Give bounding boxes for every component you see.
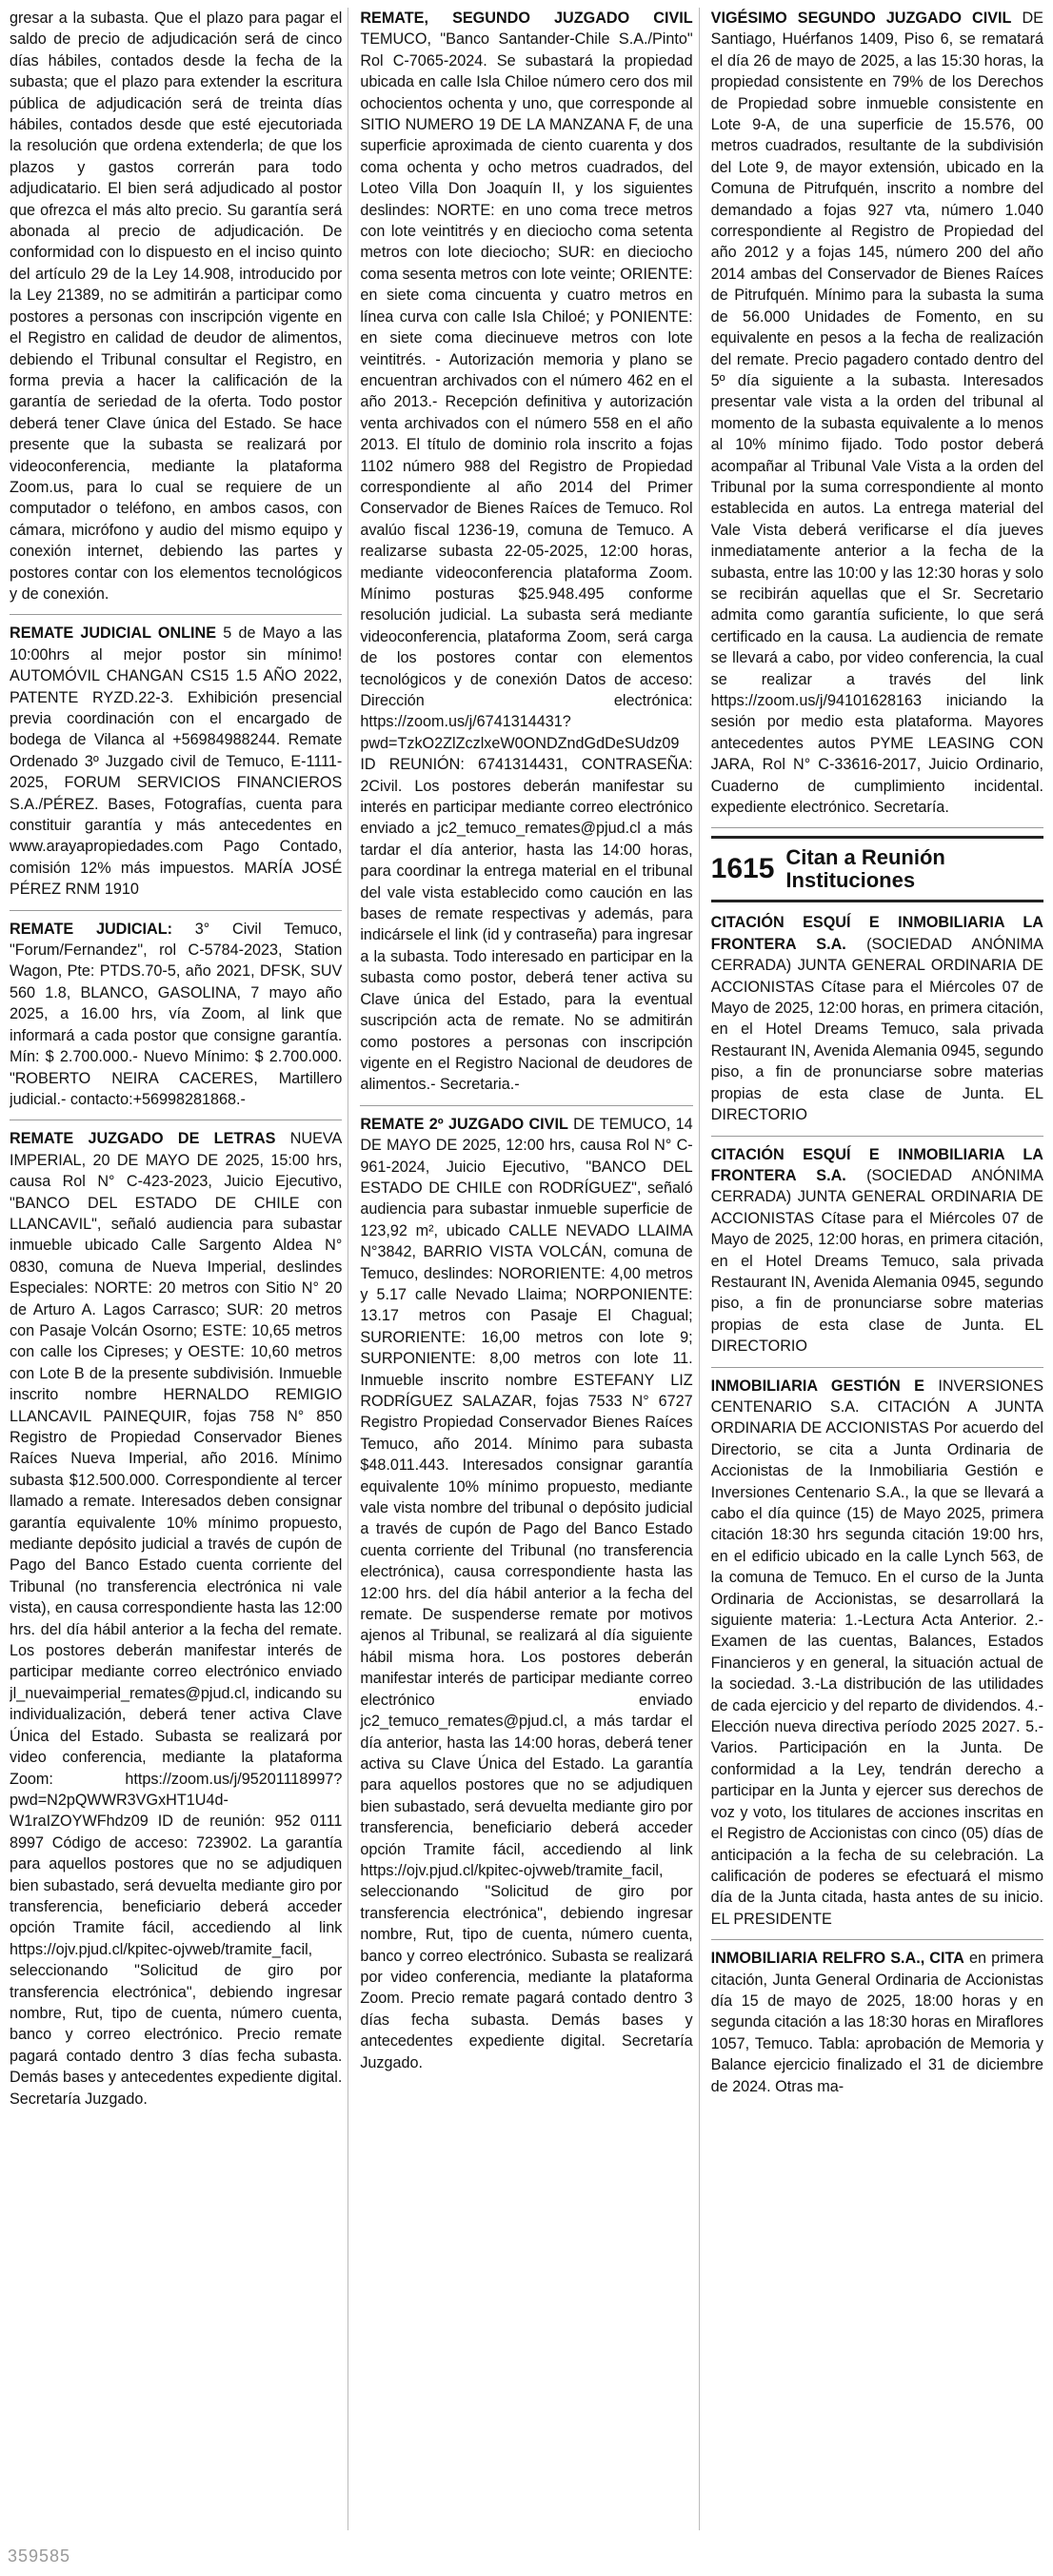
notice-heading: REMATE JUDICIAL:	[10, 920, 172, 938]
notice-body: 3° Civil Temuco, "Forum/Fernandez", rol C-5784-2023, Station Wagon, Pte: PTDS.70-5, año 2021, DFSK, SUV 560 1.8, BLANCO, GASOLINA, 7 mayo año 2025, a 16.00 hrs, vía Zoom, al link que informará a cada postor que consigne garantía. Mín: $ 2.700.000.- Nuevo Mínimo: $ 2.700.000. "ROBERTO NEIRA CACERES, Martillero judicial.- contacto:+56998281868.-	[10, 920, 343, 1108]
notice-heading: VIGÉSIMO SEGUNDO JUZGADO CIVIL	[710, 10, 1012, 27]
notice-heading: REMATE JUZGADO DE LETRAS	[10, 1130, 276, 1148]
column-2	[360, 8, 699, 2530]
notice-heading: INMOBILIARIA GESTIÓN E	[710, 1377, 924, 1395]
notice-heading: CITACIÓN ESQUÍ E INMOBILIARIA LA FRONTERA S.A.	[710, 914, 1043, 953]
notice-heading: CITACIÓN ESQUÍ E INMOBILIARIA LA FRONTERA S.A.	[710, 1145, 1043, 1184]
notice-body: INVERSIONES CENTENARIO S.A. CITACIÓN A JUNTA ORDINARIA DE ACCIONISTAS Por acuerdo del Directorio, se cita a Junta Ordinaria de Accionistas de la Inmobiliaria Gestión e Inversiones Centenario S.A., la que se llevará a cabo el día quince (15) de Mayo 2025, primera citación 18:30 hrs segunda citación 19:00 hrs, en el edificio ubicado en la calle Lynch 563, de la comuna de Temuco. En el curso de la Junta Ordinaria de Accionistas, se desarrollará la siguiente materia: 1.-Lectura Acta Anterior. 2.-Examen de las cuentas, Balances, Estados Financieros y en general, la situación actual de la sociedad. 3.-La distribución de las utilidades de cada ejercicio y del reparto de dividendos. 4.-Elección nueva directiva período 2025 2027. 5.-Varios. Participación en la Junta. De conformidad a la Ley, tendrán derecho a participar en la Junta y ejercer sus derechos de voz y voto, los titulares de acciones inscritas en el Registro de Accionistas con cinco (05) días de anticipación a la fecha de su celebración. La calificación de poderes se efectuará el mismo día de la Junta citada, hasta antes de su inicio. EL PRESIDENTE	[710, 1377, 1043, 1928]
notice-remate-juzgado-letras	[10, 1128, 342, 2119]
notice-remate-judicial	[10, 919, 342, 1121]
notice-body: gresar a la subasta. Que el plazo para pagar el saldo de precio de adjudicación será de cinco días hábiles, contados desde la fecha de la subasta; que el plazo para extender la escritura pública de adjudicación será de treinta días hábiles, contados desde que esté ejecutoriada la resolución que ordena extenderla; de que los plazos y gastos correrán para todo adjudicatario. El bien será adjudicado al postor que ofrezca el más alto precio. Su garantía será abonada al precio de adjudicación. De conformidad con lo dispuesto en el inciso quinto del artículo 29 de la Ley 14.908, introducido por la Ley 21389, no se admitirán a participar como postores a personas con inscripción vigente en el Registro en calidad de deudor de alimentos, debiendo el Tribunal consultar el Registro, en forma previa a hacer la calificación de la garantía de seriedad de la oferta. Todo postor deberá tener Clave única del Estado. Se hace presente que la subasta se realizará por videoconferencia, mediante la plataforma Zoom.us, para lo cual se requiere de un computador o teléfono, en ambos casos, con cámara, micrófono y audio del mismo equipo y conexión internet, debiendo las partes y postores contar con los elementos tecnológicos y de conexión.	[10, 10, 343, 603]
page-code: 359585	[8, 2546, 71, 2566]
notice-body: (SOCIEDAD ANÓNIMA CERRADA) JUNTA GENERAL ORDINARIA DE ACCIONISTAS Cítase para el Miércoles 07 de Mayo de 2025, 12:00 horas, en primera citación, en el Hotel Dreams Temuco, sala privada Restaurant IN, Avenida Alemania 0945, segundo piso, a fin de pronunciarse sobre materias propias de esta clase de Junta. EL DIRECTORIO	[710, 1166, 1043, 1356]
columns	[10, 8, 1043, 2530]
notice-remate-2-juzgado-civil	[360, 1114, 692, 2083]
notice-body: DE TEMUCO, 14 DE MAYO DE 2025, 12:00 hrs, causa Rol N° C-961-2024, Juicio Ejecutivo, "BANCO DEL ESTADO DE CHILE con RODRÍGUEZ", señaló audiencia para subastar inmueble superficie de 123,92 m², ubicado CALLE NEVADO LLAIMA N°3842, BARRIO VISTA VOLCÁN, comuna de Temuco, deslindes: NORORIENTE: 4,00 metros y 5.17 calle Nevado Llaima; NORPONIENTE: 13.17 metros con Pasaje El Chagual; SURORIENTE: 16,00 metros con lote 9; SURPONIENTE: 8,00 metros con lote 11. Inmueble inscrito nombre ESTEFANY LIZ RODRÍGUEZ SALAZAR, fojas 7533 N° 6727 Registro Propiedad Conservador Bienes Raíces Temuco, año 2014. Mínimo para subasta $48.011.443. Interesados consignar garantía equivalente 10% mínimo propuesto, mediante vale vista nombre del tribunal o depósito judicial a través de cupón de Pago del Banco Estado cuenta corriente del Tribunal (no transferencia electrónica), causa correspondiente hasta las 12:00 hrs. del día hábil anterior a la fecha del remate. De suspenderse remate por motivos ajenos al Tribunal, se realizará al día siguiente hábil misma hora. Los postores deberán manifestar interés de participar mediante correo electrónico enviado jc2_temuco_remates@pjud.cl, a más tardar el día anterior, hasta las 14:00 horas, deberá tener activa su Clave Única del Estado. La garantía para aquellos postores que no se adjudiquen bien subastado, será devuelta mediante giro por transferencia, beneficiario deberá acceder opción Tramite fácil, accediendo al link https://ojv.pjud.cl/kpitec-ojvweb/tramite_facil, seleccionando "Solicitud de giro por transferencia electrónica", debiendo ingresar nombre, Rut, tipo de cuenta, número cuenta, banco y correo electrónico. Subasta se realizará por video conferencia, mediante la plataforma Zoom. Precio remate pagará contado dentro 3 días fecha subasta. Demás bases y antecedentes expediente digital. Secretaría Juzgado.	[360, 1115, 693, 2071]
notice-body: en primera citación, Junta General Ordinaria de Accionistas día 15 de mayo de 2025, 18:00 horas y en segunda citación a las 18:30 horas en Miraflores 1057, Temuco. Tabla: aprobación de Memoria y Balance ejercicio finalizado el 31 de diciembre de 2024. Otras ma-	[710, 1950, 1043, 2095]
notice-body: DE Santiago, Huérfanos 1409, Piso 6, se rematará el día 26 de mayo de 2025, a las 15:30 horas, la propiedad consistente en 79% de los Derechos de Propiedad sobre inmueble consistente en Lote 9-A, de una superficie de 15.576, 00 metros cuadrados, resultante de la subdivisión del Lote 9, de mayor extensión, ubicado en la Comuna de Pitrufquén, inscrito a nombre del demandado a fojas 927 vta, número 1.040 correspondiente al Registro de Propiedad del año 2012 y a fojas 145, número 200 del año 2014 ambas del Conservador de Bienes Raíces de Pitrufquén. Mínimo para la subasta la suma de 56.000 Unidades de Fomento, en su equivalente en pesos a la fecha de realización del remate. Precio pagadero contado dentro del 5º día siguiente a la subasta. Interesados presentar vale vista a la orden del tribunal al momento de la subasta equivalente a lo menos al 10% mínimo fijado. Todo postor deberá acompañar al Tribunal Vale Vista a la orden del Tribunal por la suma correspondiente al monto establecida en autos. La entrega material del Vale Vista deberá verificarse el día jueves inmediatamente anterior a la fecha de la subasta, entre las 10:00 y las 12:30 horas y solo se recibirán aquellas que el Sr. Secretario admita como garantía suficiente, lo que será certificado en la causa. La audiencia de remate se llevará a cabo, por video conferencia, la cual se realizar a través del link https://zoom.us/j/94101628163 iniciando la sesión por medio esta plataforma. Mayores antecedentes autos PYME LEASING CON JARA, Rol N° C-33616-2017, Juicio Ordinario, Cuaderno de cumplimiento incidental. expediente electrónico. Secretaría.	[710, 10, 1043, 817]
notice-body: NUEVA IMPERIAL, 20 DE MAYO DE 2025, 15:00 hrs, causa Rol N° C-423-2023, Juicio Ejecutivo, "BANCO DEL ESTADO DE CHILE con LLANCAVIL", señaló audiencia para subastar inmueble ubicado Calle Sargento Aldea N° 0830, comuna de Nueva Imperial, deslindes Especiales: NORTE: 20 metros con Sitio N° 20 de Arturo A. Lagos Carrasco; SUR: 20 metros con Pasaje Volcán Osorno; ESTE: 10,65 metros con calle los Cipreses; y OESTE: 10,60 metros con Lote B de la presente subdivisión. Inmueble inscrito nombre HERNALDO REMIGIO LLANCAVIL PAINEQUIR, fojas 758 N° 850 Registro de Propiedad Conservador Bienes Raíces Nueva Imperial, año 2016. Mínimo subasta $12.500.000. Correspondiente al tercer llamado a remate. Interesados deben consignar garantía equivalente 10% mínimo propuesto, mediante depósito judicial a través de cupón de Pago del Banco Estado cuenta corriente del Tribunal (no transferencia electrónica ni vale vista), en causa correspondiente hasta las 12:00 hrs. del día hábil anterior a la fecha del remate. Los postores deberán manifestar interés de participar mediante correo electrónico enviado jl_nuevaimperial_remates@pjud.cl, indicando su individualización, deberá tener activa Clave Única del Estado. Subasta se realizará por video conferencia, mediante la plataforma Zoom: https://zoom.us/j/95201118997?pwd=N2pQWWR3VGxHT1U4d-W1raIZOYWFhdz09 ID de reunión: 952 0111 8997 Código de acceso: 723902. La garantía para aquellos postores que no se adjudiquen bien subastado, será devuelta mediante giro por transferencia, beneficiario deberá acceder opción Tramite fácil, accediendo al link https://ojv.pjud.cl/kpitec-ojvweb/tramite_facil, seleccionando "Solicitud de giro por transferencia electrónica", debiendo ingresar nombre, Rut, tipo de cuenta, número cuenta, banco y correo electrónico. Precio remate pagará contado dentro 3 días fecha subasta. Demás bases y antecedentes expediente digital. Secretaría Juzgado.	[10, 1130, 343, 2108]
notice-heading: REMATE 2º JUZGADO CIVIL	[360, 1115, 568, 1133]
column-1	[10, 8, 348, 2530]
notice-body: (SOCIEDAD ANÓNIMA CERRADA) JUNTA GENERAL ORDINARIA DE ACCIONISTAS Cítase para el Miércoles 07 de Mayo de 2025, 12:00 horas, en primera citación, en el Hotel Dreams Temuco, sala privada Restaurant IN, Avenida Alemania 0945, segundo piso, a fin de pronunciarse sobre materias propias de esta clase de Junta. EL DIRECTORIO	[710, 935, 1043, 1124]
notice-remate-segundo-juzgado	[360, 8, 692, 1106]
section-title: Citan a Reunión Instituciones	[785, 845, 945, 893]
notice-heading: REMATE JUDICIAL ONLINE	[10, 624, 217, 643]
notice-continuation	[10, 8, 342, 615]
notice-citacion-esqui-1	[711, 912, 1043, 1136]
notice-citacion-esqui-2	[711, 1144, 1043, 1368]
notice-inmobiliaria-relfro	[711, 1948, 1043, 2107]
notice-body: 5 de Mayo a las 10:00hrs al mejor postor sin mínimo! AUTOMÓVIL CHANGAN CS15 1.5 AÑO 2022, PATENTE RYZD.22-3. Exhibición presencial previa coordinación con el encargado de bodega de Vilanca al +56984988244. Remate Ordenado 3º Juzgado civil de Temuco, E-1111-2025, FORUM SERVICIOS FINANCIEROS S.A./PÉREZ. Bases, Fotografías, cuenta para constituir garantía y más antecedentes en www.arayapropiedades.com Pago Contado, comisión 12% más impuestos. MARÍA JOSÉ PÉREZ RNM 1910	[10, 624, 343, 899]
section-header	[711, 836, 1043, 902]
notice-heading: INMOBILIARIA RELFRO S.A., CITA	[710, 1950, 964, 1968]
section-code: 1615	[710, 853, 775, 885]
notice-heading: REMATE, SEGUNDO JUZGADO CIVIL	[360, 10, 693, 27]
column-3	[711, 8, 1043, 2530]
notice-inmobiliaria-gestion	[711, 1376, 1043, 1941]
notice-vigesimo-segundo-juzgado	[711, 8, 1043, 828]
notice-body: TEMUCO, "Banco Santander-Chile S.A./Pinto" Rol C-7065-2024. Se subastará la propiedad ubicada en calle Isla Chiloe número cero dos mil ochocientos ochenta y uno, que corresponde al SITIO NUMERO 19 DE LA MANZANA F, de una superficie aproximada de ciento cuarenta y dos coma ochenta y ocho metros cuadrados, del Loteo Villa Don Joaquín II, y los siguientes deslindes: NORTE: en uno coma trece metros con lote veintitrés y en dieciocho coma setenta metros con lote dieciocho; SUR: en dieciocho coma sesenta metros con lote veinte; ORIENTE: en siete coma cincuenta y cuatro metros en línea curva con calle Isla Chiloé; y PONIENTE: en siete coma diecinueve metros con lote veintitrés. - Autorización memoria y plano se encuentran archivados con el número 462 en el año 2013.- Recepción definitiva y autorización venta archivados con el número 558 en el año 2013. El título de dominio rola inscrito a fojas 1102 número 988 del Registro de Propiedad correspondiente al año 2014 del Primer Conservador de Bienes Raíces de Temuco. Rol avalúo fiscal 1236-19, comuna de Temuco. A realizarse subasta 22-05-2025, 12:00 horas, mediante videoconferencia plataforma Zoom. Mínimo posturas $25.948.495 conforme resolución judicial. La subasta será mediante videoconferencia, plataforma Zoom, será carga de los postores contar con elementos tecnológicos y de conexión Datos de acceso: Dirección electrónica: https://zoom.us/j/6741314431?pwd=TzkO2ZlZczlxeW0ONDZndGdDeSUdz09 ID REUNIÓN: 6741314431, CONTRASEÑA: 2Civil. Los postores deberán manifestar su interés en participar mediante correo electrónico enviado a jc2_temuco_remates@pjud.cl a más tardar el día anterior, hasta las 14:00 horas, para coordinar la entrega material en el tribunal del vale vista establecido como caución en las bases de remate respectivas y además, para indicársele el link (id y contraseña) para ingresar a la subasta. Todo interesado en participar en la subasta como postor, deberá tener activa su Clave única del Estado, para la eventual suscripción acta de remate. No se admitirán como postores a personas con inscripción vigente en el Registro Nacional de deudores de alimentos.- Secretaria.-	[360, 30, 693, 1094]
notice-remate-online	[10, 623, 342, 910]
